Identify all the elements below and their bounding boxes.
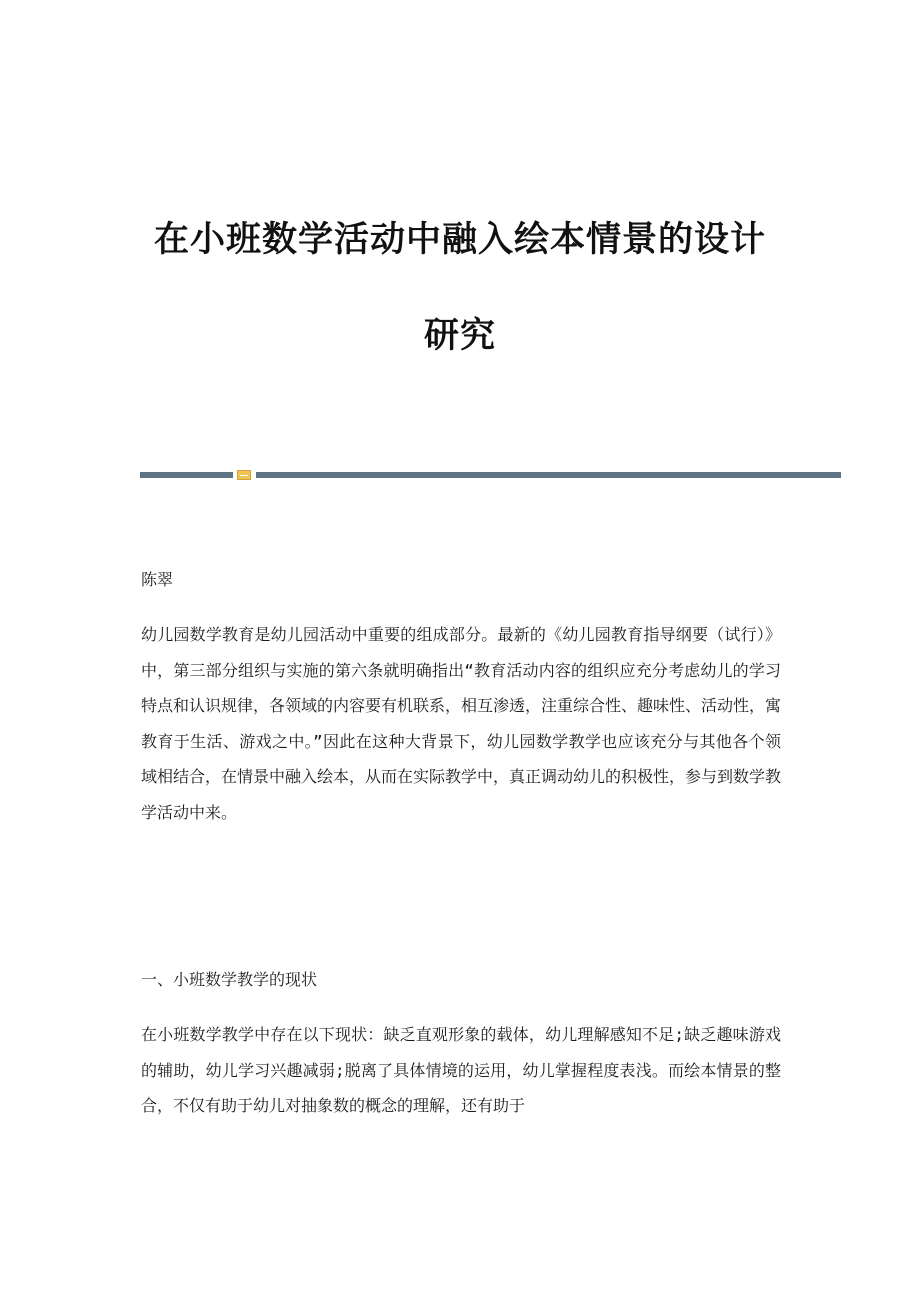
divider-bar-left <box>140 472 233 478</box>
body-paragraph-1: 幼儿园数学教育是幼儿园活动中重要的组成部分。最新的《幼儿园教育指导纲要（试行）》中，第三部分组织与实施的第六条就明确指出“教育活动内容的组织应充分考虑幼儿的学习特点和认识规律，各领域的内容要有机联系，相互渗透，注重综合性、趣味性、活动性，寓教育于生活、游戏之中。”因此在这种大背景下，幼儿园数学教学也应该充分与其他各个领域相结合，在情景中融入绘本，从而在实际教学中，真正调动幼儿的积极性，参与到数学教学活动中来。 <box>141 625 782 822</box>
document-title-line-1: 在小班数学活动中融入绘本情景的设计 <box>153 219 766 260</box>
body-paragraph-2: 在小班数学教学中存在以下现状：缺乏直观形象的载体，幼儿理解感知不足;缺乏趣味游戏的辅助，幼儿学习兴趣减弱;脱离了具体情境的运用，幼儿掌握程度表浅。而绘本情景的整合，不仅有助于幼儿对抽象数的概念的理解，还有助于 <box>141 1025 781 1115</box>
author-name: 陈翠 <box>141 570 174 589</box>
divider-ornament-icon <box>237 470 251 480</box>
divider-bar-right <box>256 472 841 478</box>
section-heading-1: 一、小班数学教学的现状 <box>141 970 318 989</box>
document-title-line-2: 研究 <box>423 315 496 356</box>
title-divider <box>140 470 841 480</box>
